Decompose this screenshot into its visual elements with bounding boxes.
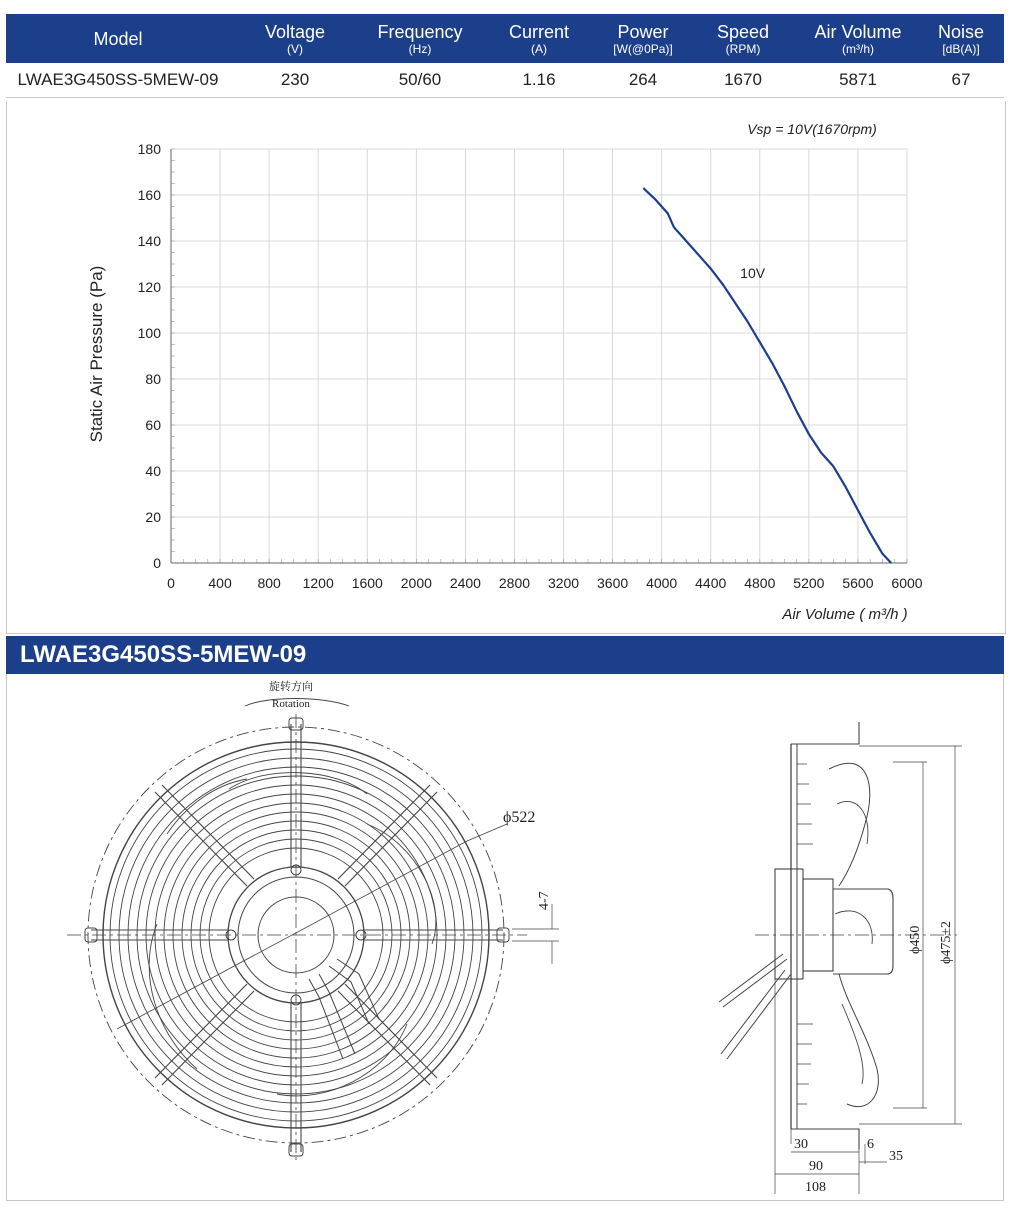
- header-cell: Model: [93, 28, 143, 49]
- dim-108: 108: [805, 1180, 826, 1195]
- chart-grid: [171, 149, 907, 563]
- y-tick-label: 100: [137, 325, 161, 341]
- y-tick-label: 0: [153, 555, 161, 571]
- dim-35: 35: [889, 1149, 903, 1164]
- header-cell: Voltage (V): [264, 21, 326, 56]
- side-view: [719, 722, 962, 1194]
- spec-table-header: [6, 14, 1004, 63]
- front-view: [67, 699, 559, 1165]
- y-tick-label: 180: [137, 141, 161, 157]
- y-tick-label: 140: [137, 233, 161, 249]
- x-tick-label: 800: [257, 575, 281, 591]
- table-cell: 230: [280, 70, 310, 89]
- x-tick-label: 3600: [597, 575, 629, 591]
- performance-chart-panel: [6, 101, 1006, 634]
- x-tick-label: 2400: [449, 575, 481, 591]
- dim-450: ϕ450: [908, 925, 923, 954]
- dim-6: 6: [867, 1137, 874, 1152]
- y-tick-label: 20: [145, 509, 161, 525]
- x-tick-label: 5200: [793, 575, 825, 591]
- x-tick-label: 5600: [842, 575, 874, 591]
- table-cell: 1.16: [522, 70, 556, 89]
- table-cell: 1670: [724, 70, 762, 89]
- x-tick-label: 4800: [744, 575, 776, 591]
- y-tick-label: 160: [137, 187, 161, 203]
- dim-90: 90: [809, 1159, 823, 1174]
- dim-offset: 4-7: [537, 891, 552, 910]
- header-cell: Air Volume (m³/h): [814, 21, 902, 56]
- series-line-10v: [643, 188, 891, 563]
- chart-series: [643, 188, 891, 563]
- header-cell: Noise [dB(A)]: [937, 21, 985, 56]
- chart-x-axis-label: Air Volume ( m³/h ): [782, 606, 908, 623]
- chart-y-axis-label: Static Air Pressure (Pa): [87, 265, 106, 443]
- header-cell: Speed (RPM): [716, 21, 770, 56]
- x-tick-label: 1200: [302, 575, 334, 591]
- rotation-label-en: Rotation: [272, 698, 310, 710]
- x-tick-label: 2000: [400, 575, 432, 591]
- header-cell: Power [W(@0Pa)]: [613, 21, 673, 56]
- y-tick-label: 60: [145, 417, 161, 433]
- dim-30: 30: [794, 1137, 808, 1152]
- chart-title: Vsp = 10V(1670rpm): [747, 121, 877, 137]
- spec-table: [6, 14, 1004, 98]
- x-tick-label: 0: [167, 575, 175, 591]
- x-tick-label: 4400: [695, 575, 727, 591]
- x-tick-label: 400: [208, 575, 232, 591]
- table-cell: LWAE3G450SS-5MEW-09: [17, 70, 219, 89]
- x-tick-label: 4000: [646, 575, 678, 591]
- x-tick-label: 6000: [891, 575, 923, 591]
- chart-axes: [138, 141, 923, 591]
- y-tick-label: 80: [145, 371, 161, 387]
- header-cell: Current (A): [508, 21, 570, 56]
- table-row: [6, 63, 1004, 98]
- table-cell: 67: [951, 70, 971, 89]
- model-title-bar: [6, 636, 1004, 674]
- x-tick-label: 2800: [498, 575, 531, 591]
- dim-475: ϕ475±2: [939, 920, 954, 964]
- rotation-label-cn: 旋转方向: [269, 681, 313, 693]
- dimension-drawing: [7, 674, 1005, 1201]
- y-tick-label: 120: [137, 279, 161, 295]
- header-cell: Frequency (Hz): [377, 21, 463, 56]
- performance-chart: [7, 101, 1005, 633]
- dim-outer-diameter: ϕ522: [503, 809, 536, 826]
- y-tick-label: 40: [145, 463, 161, 479]
- x-tick-label: 1600: [351, 575, 383, 591]
- x-tick-label: 3200: [547, 575, 580, 591]
- table-cell: 264: [628, 70, 658, 89]
- series-label-10v: 10V: [740, 264, 766, 281]
- table-cell: 50/60: [398, 70, 442, 89]
- dimension-drawing-panel: [6, 674, 1004, 1201]
- model-title: LWAE3G450SS-5MEW-09: [20, 641, 307, 668]
- table-cell: 5871: [839, 70, 877, 89]
